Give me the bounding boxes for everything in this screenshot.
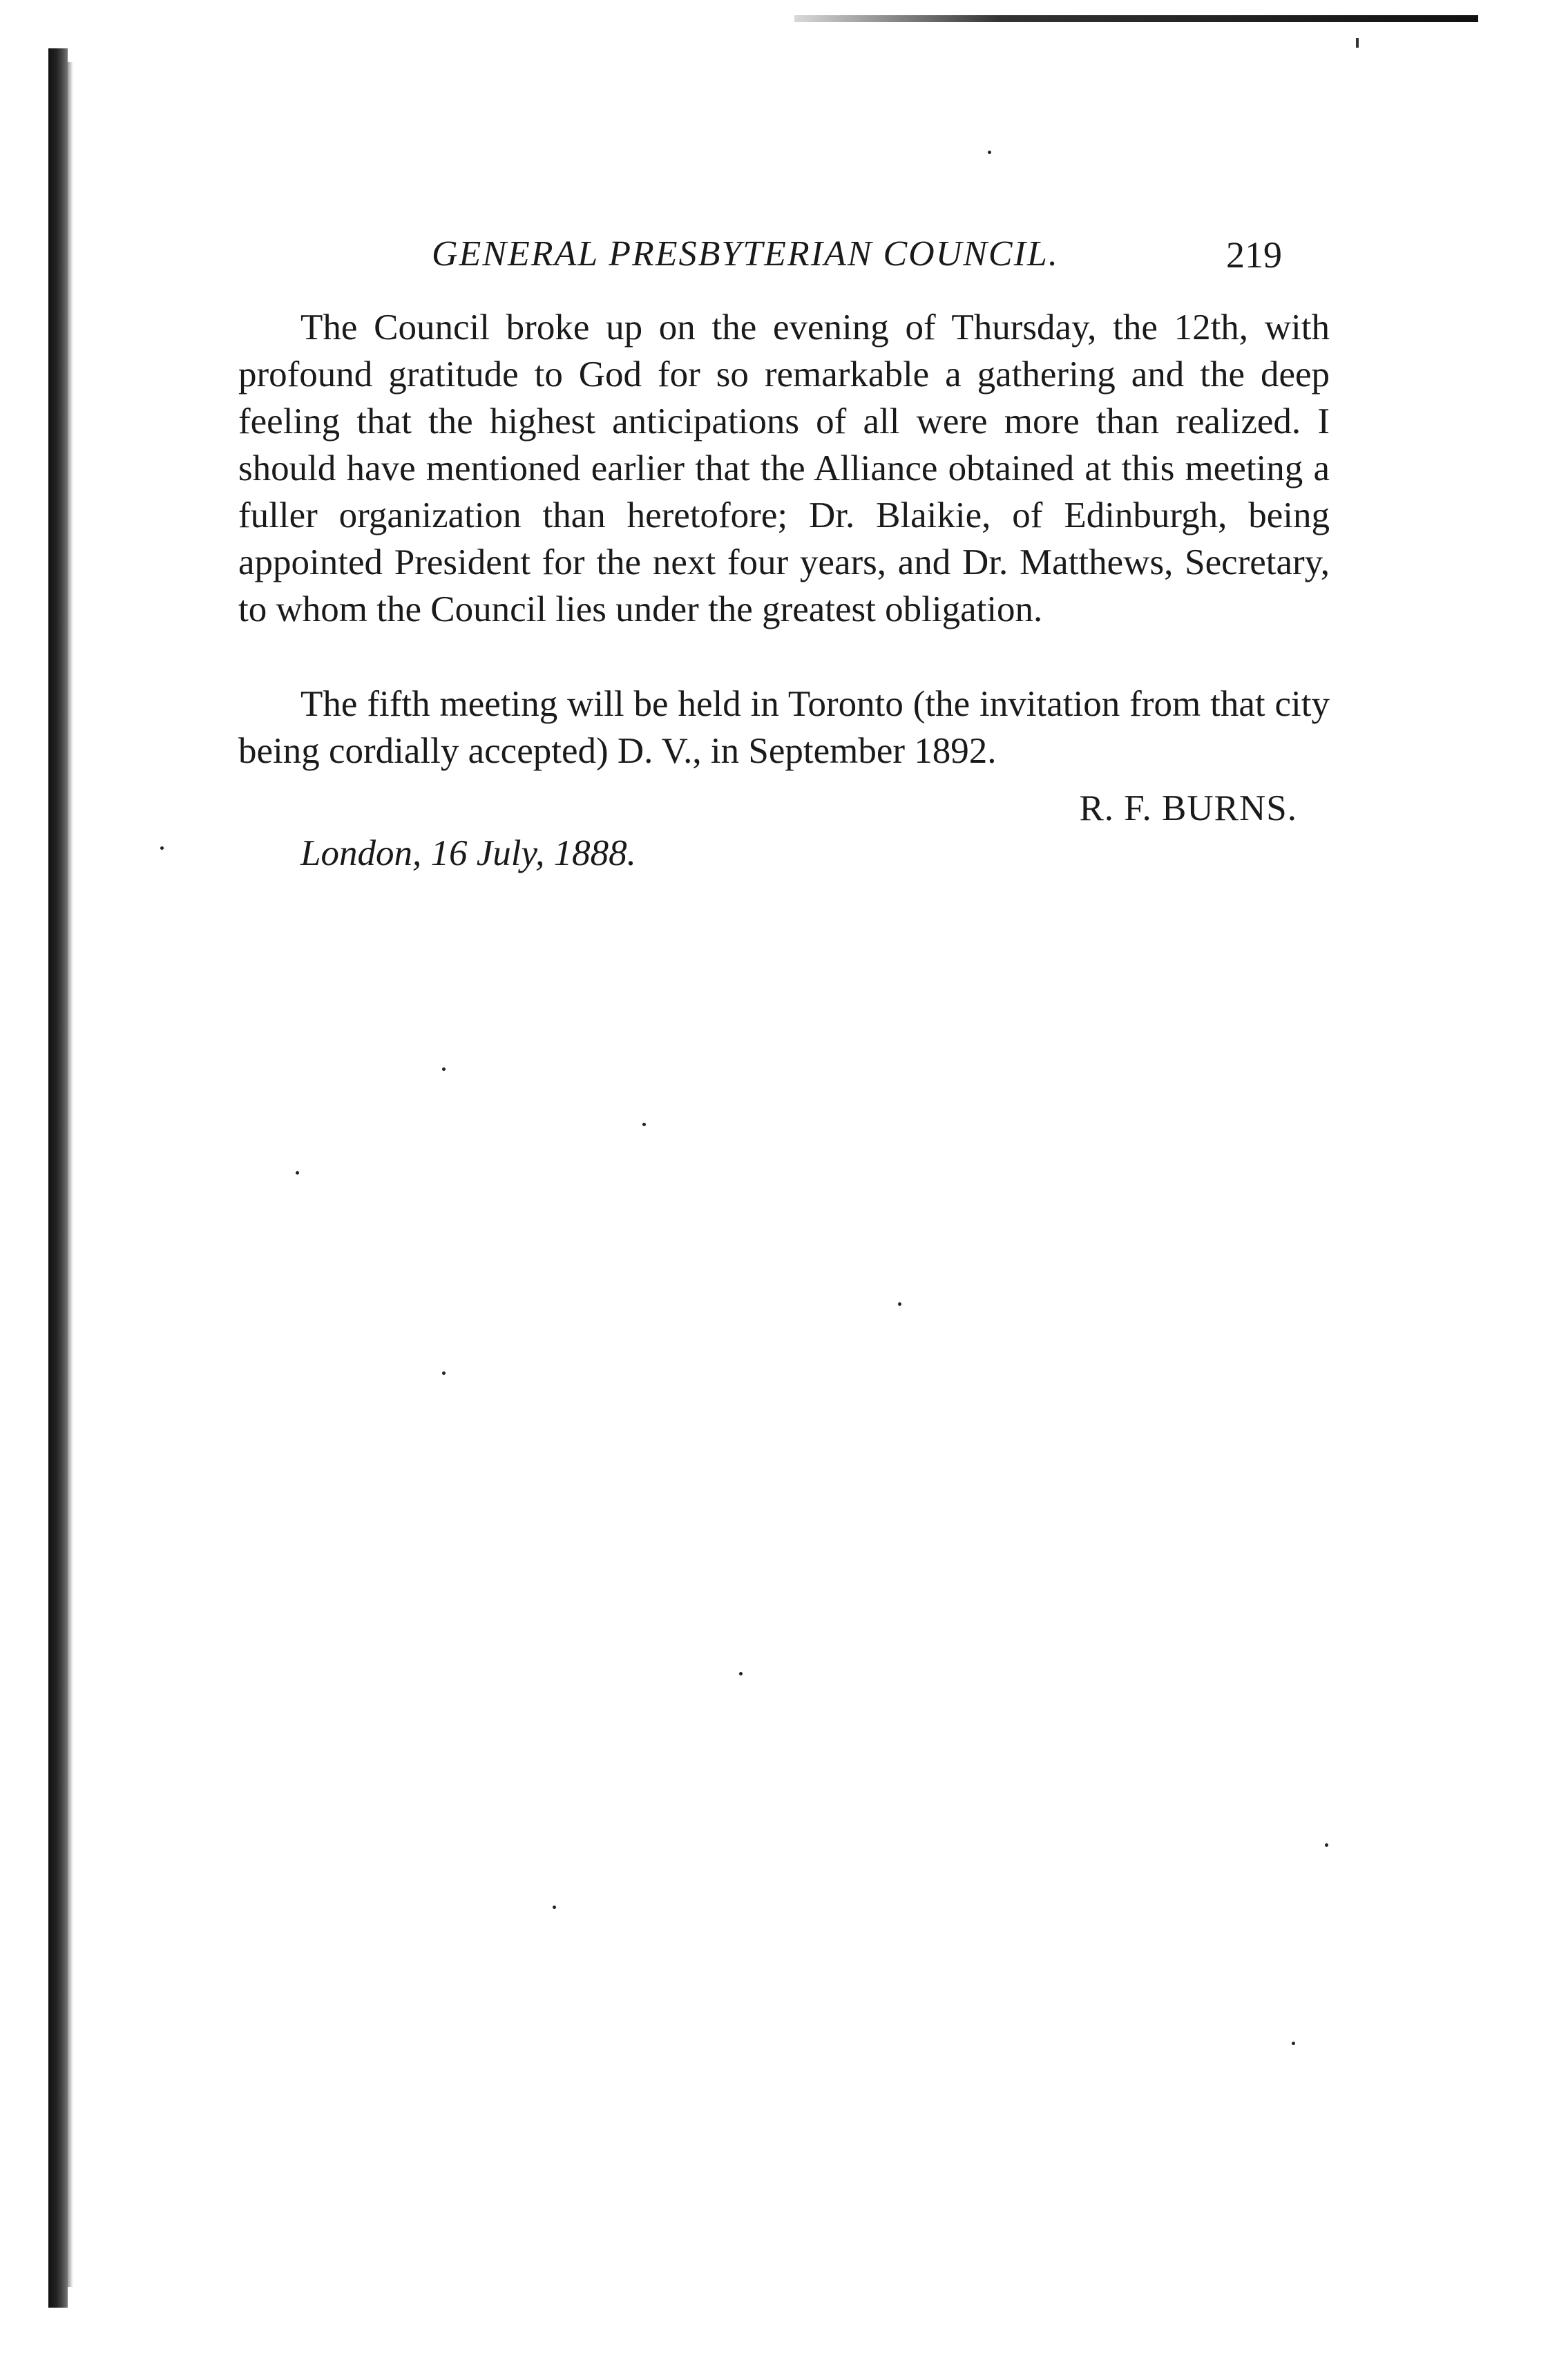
dateline: London, 16 July, 1888. xyxy=(300,833,636,873)
scan-speck xyxy=(1292,2042,1295,2045)
scan-speck xyxy=(898,1302,901,1306)
scan-top-rule xyxy=(794,15,1478,22)
scan-speck xyxy=(442,1067,446,1071)
scan-speck xyxy=(739,1672,743,1675)
scan-speck xyxy=(642,1123,646,1126)
scan-speck xyxy=(1325,1843,1328,1847)
scan-speck xyxy=(553,1906,556,1909)
scan-top-mark xyxy=(1356,38,1359,48)
running-head-title: GENERAL PRESBYTERIAN COUNCIL. xyxy=(432,234,1059,274)
page-number: 219 xyxy=(1226,234,1282,276)
body-paragraph: The fifth meeting will be held in Toronto (the invitation from that city being cordially accepted) D. V., in September 1892. xyxy=(238,684,1330,771)
scan-speck xyxy=(442,1371,446,1375)
body-paragraph: The Council broke up on the evening of Thursday, the 12th, with profound gratitude to God for so remarkable a gathering and the deep feeling that the highest anticipations of all were more than realized. I should have mentioned earlier that the Alliance obtained at this meeting a fuller organization than heretofore; Dr. Blaikie, of Edinburgh, being appointed President for the next four years, and Dr. Matthews, Secretary, to whom the Council lies under the greatest obligation. xyxy=(238,307,1330,629)
scan-speck xyxy=(160,846,164,850)
page-binding-shadow xyxy=(48,48,68,2308)
scan-speck xyxy=(988,151,991,154)
scan-speck xyxy=(296,1171,299,1175)
author-signature: R. F. BURNS. xyxy=(1079,788,1297,828)
page-binding-fade xyxy=(68,62,73,2287)
